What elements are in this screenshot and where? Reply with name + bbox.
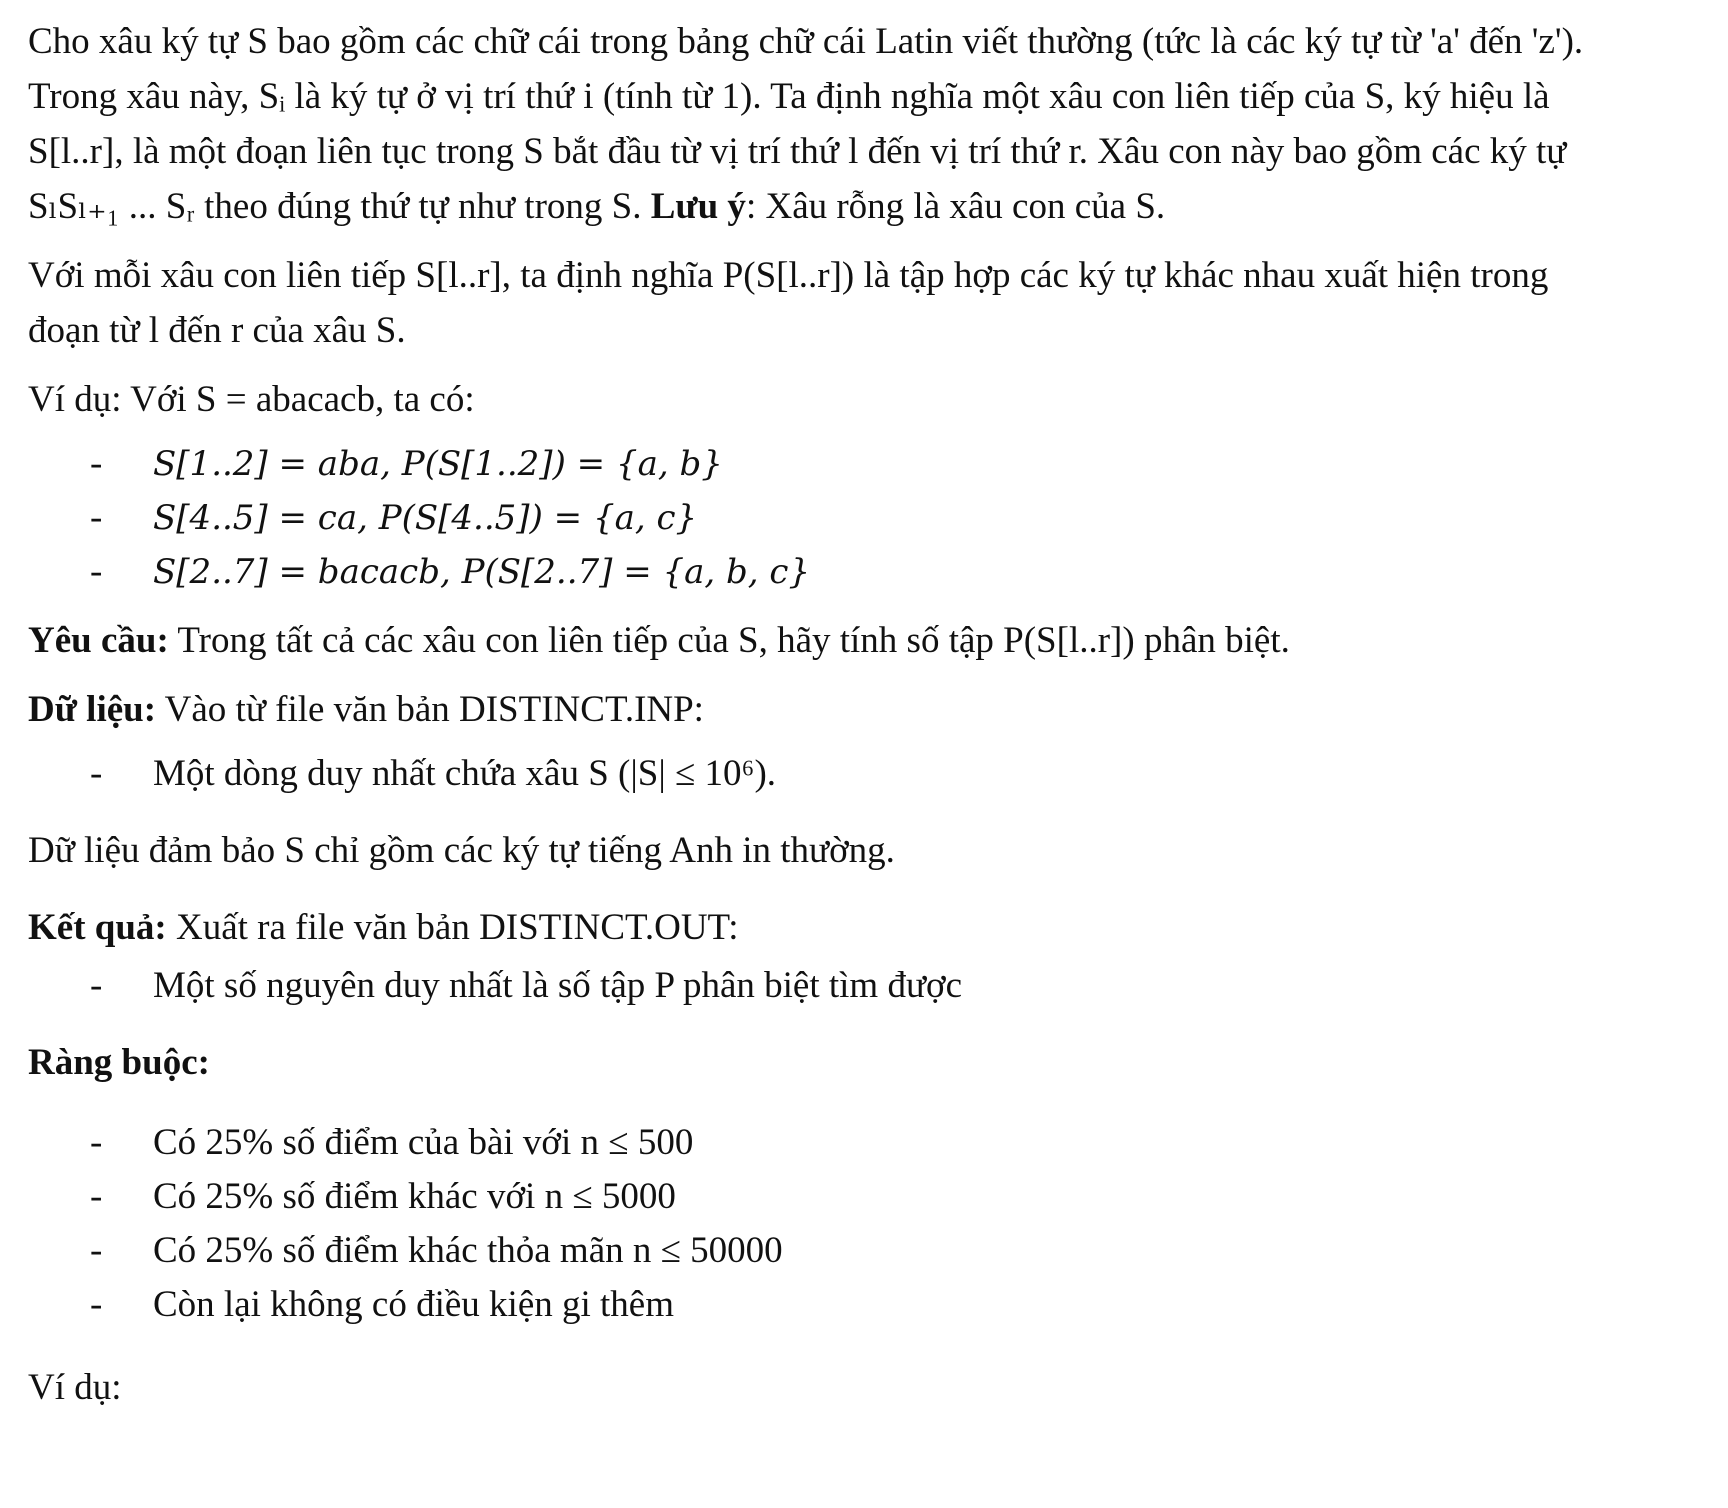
input-paragraph xyxy=(28,682,1718,737)
list-item xyxy=(28,1224,1718,1278)
constraints-heading xyxy=(28,1035,1718,1090)
intro-line-4a: SₗSₗ₊₁ ... Sᵣ theo đúng thứ tự như trong S. xyxy=(28,186,642,227)
list-item xyxy=(28,1116,1718,1170)
constraint-item: Có 25% số điểm của bài với n ≤ 500 xyxy=(153,1122,694,1163)
list-item xyxy=(28,959,1718,1013)
requirement-label: Yêu cầu: xyxy=(28,620,169,661)
sample-label: Ví dụ: xyxy=(28,1367,122,1408)
intro-line-4b: : Xâu rỗng là xâu con của S. xyxy=(745,186,1166,227)
requirement-paragraph xyxy=(28,613,1718,668)
input-label: Dữ liệu: xyxy=(28,689,157,730)
output-paragraph xyxy=(28,900,1718,955)
dash-bullet: - xyxy=(90,497,103,538)
dash-bullet: - xyxy=(90,753,103,794)
definition-paragraph xyxy=(28,248,1718,358)
intro-paragraph xyxy=(28,14,1718,234)
definition-line-1: Với mỗi xâu con liên tiếp S[l..r], ta định nghĩa P(S[l..r]) là tập hợp các ký tự khác nhau xuất hiện trong xyxy=(28,255,1549,296)
dash-bullet: - xyxy=(90,443,103,484)
input-note: Dữ liệu đảm bảo S chỉ gồm các ký tự tiếng Anh in thường. xyxy=(28,830,895,871)
intro-line-4 xyxy=(28,179,1718,234)
output-item: Một số nguyên duy nhất là số tập P phân biệt tìm được xyxy=(153,965,962,1006)
list-item xyxy=(28,747,1718,801)
example-item: S[1..2] = aba, P(S[1..2]) = {a, b} xyxy=(153,444,723,484)
list-item xyxy=(28,545,1718,599)
intro-line-2: Trong xâu này, Sᵢ là ký tự ở vị trí thứ i (tính từ 1). Ta định nghĩa một xâu con liên tiếp của S, ký hiệu là xyxy=(28,76,1550,117)
constraint-item: Có 25% số điểm khác với n ≤ 5000 xyxy=(153,1176,676,1217)
example-item: S[2..7] = bacacb, P(S[2..7] = {a, b, c} xyxy=(153,552,811,592)
example-list xyxy=(28,437,1718,599)
output-text: Xuất ra file văn bản DISTINCT.OUT: xyxy=(166,907,739,948)
dash-bullet: - xyxy=(90,1284,103,1325)
dash-bullet: - xyxy=(90,1230,103,1271)
constraints-label: Ràng buộc: xyxy=(28,1042,210,1083)
list-item xyxy=(28,1278,1718,1332)
list-item xyxy=(28,437,1718,491)
requirement-text: Trong tất cả các xâu con liên tiếp của S, hãy tính số tập P(S[l..r]) phân biệt. xyxy=(168,620,1290,661)
intro-line-1: Cho xâu ký tự S bao gồm các chữ cái trong bảng chữ cái Latin viết thường (tức là các ký tự từ 'a' đến 'z'). xyxy=(28,21,1584,62)
dash-bullet: - xyxy=(90,1176,103,1217)
intro-line-3: S[l..r], là một đoạn liên tục trong S bắt đầu từ vị trí thứ l đến vị trí thứ r. Xâu con này bao gồm các ký tự xyxy=(28,131,1567,172)
output-list xyxy=(28,959,1718,1013)
constraint-item: Còn lại không có điều kiện gi thêm xyxy=(153,1284,674,1325)
note-label: Lưu ý xyxy=(650,186,746,227)
problem-statement xyxy=(28,14,1718,1415)
input-list xyxy=(28,747,1718,801)
dash-bullet: - xyxy=(90,965,103,1006)
constraint-item: Có 25% số điểm khác thỏa mãn n ≤ 50000 xyxy=(153,1230,783,1271)
dash-bullet: - xyxy=(90,1122,103,1163)
dash-bullet: - xyxy=(90,551,103,592)
example-item: S[4..5] = ca, P(S[4..5]) = {a, c} xyxy=(153,498,698,538)
list-item xyxy=(28,1170,1718,1224)
input-text: Vào từ file văn bản DISTINCT.INP: xyxy=(156,689,704,730)
example-intro: Ví dụ: Với S = abacacb, ta có: xyxy=(28,379,475,420)
list-item xyxy=(28,491,1718,545)
output-label: Kết quả: xyxy=(28,907,167,948)
constraints-list xyxy=(28,1116,1718,1332)
input-item: Một dòng duy nhất chứa xâu S (|S| ≤ 10⁶). xyxy=(153,753,777,794)
definition-line-2: đoạn từ l đến r của xâu S. xyxy=(28,310,406,351)
